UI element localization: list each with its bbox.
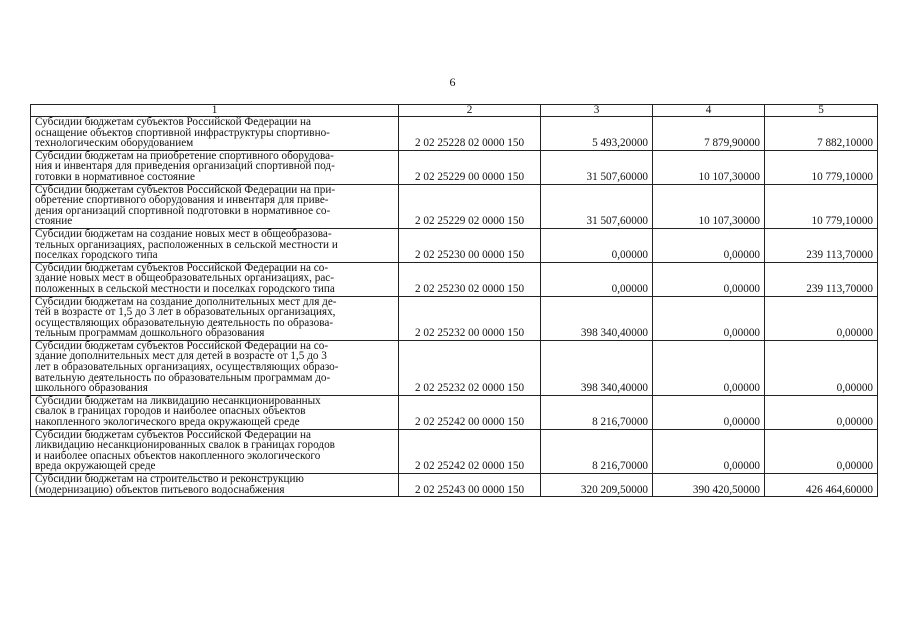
description-line: тельных организациях, расположенных в сельской местности и <box>35 238 338 251</box>
value-col-3: 31 507,60000 <box>541 150 653 184</box>
description-line: Субсидии бюджетам на строительство и реконструкцию <box>35 473 304 485</box>
value-col-5: 0,00000 <box>765 395 878 429</box>
header-cell-3: 3 <box>541 105 653 117</box>
table-row <box>31 117 878 151</box>
description-line: тельным программам дошкольного образования <box>35 327 265 340</box>
description-line: свалок в границах городов и наиболее опасных объектов <box>35 405 306 418</box>
value-col-5: 239 113,70000 <box>765 262 878 296</box>
value-col-5: 239 113,70000 <box>765 228 878 262</box>
budget-table <box>30 104 878 497</box>
description-line: Субсидии бюджетам на приобретение спортивного оборудова- <box>35 149 334 162</box>
budget-code: 2 02 25232 02 0000 150 <box>399 340 541 395</box>
value-col-3: 320 209,50000 <box>541 474 653 497</box>
description-line: здание дополнительных мест для детей в возрасте от 1,5 до 3 <box>35 350 327 363</box>
value-col-3: 31 507,60000 <box>541 184 653 228</box>
description-line: Субсидии бюджетам субъектов Российской Федерации на со- <box>35 261 329 274</box>
value-col-4: 0,00000 <box>653 228 765 262</box>
table-row <box>31 429 878 473</box>
header-cell-2: 2 <box>399 105 541 117</box>
description-line: Субсидии бюджетам на ликвидацию несанкционированных <box>35 394 321 407</box>
budget-code: 2 02 25230 00 0000 150 <box>399 228 541 262</box>
table-row <box>31 184 878 228</box>
description-line: школьного образования <box>35 382 148 395</box>
row-description <box>31 184 399 228</box>
description-line: и наиболее опасных объектов накопленного экологического <box>35 449 321 462</box>
header-cell-5: 5 <box>765 105 878 117</box>
table-row <box>31 150 878 184</box>
description-line: готовки в нормативное состояние <box>35 170 196 183</box>
value-col-3: 398 340,40000 <box>541 340 653 395</box>
row-description <box>31 340 399 395</box>
value-col-5: 7 882,10000 <box>765 117 878 151</box>
row-description <box>31 474 399 497</box>
value-col-4: 0,00000 <box>653 340 765 395</box>
budget-code: 2 02 25229 02 0000 150 <box>399 184 541 228</box>
header-row <box>31 105 878 117</box>
table-row <box>31 340 878 395</box>
value-col-3: 0,00000 <box>541 228 653 262</box>
description-line: осуществляющих образовательную деятельность по образова- <box>35 316 334 329</box>
description-line: стояние <box>35 215 73 228</box>
description-line: (модернизацию) объектов питьевого водоснабжения <box>35 483 285 496</box>
row-description <box>31 262 399 296</box>
description-line: Субсидии бюджетам на создание дополнительных мест для де- <box>35 295 337 308</box>
table-row <box>31 395 878 429</box>
budget-code: 2 02 25242 00 0000 150 <box>399 395 541 429</box>
description-line: Субсидии бюджетам субъектов Российской Федерации на <box>35 428 311 441</box>
table-row <box>31 228 878 262</box>
value-col-4: 7 879,90000 <box>653 117 765 151</box>
budget-code: 2 02 25229 00 0000 150 <box>399 150 541 184</box>
description-line: положенных в сельской местности и поселках городского типа <box>35 282 335 295</box>
row-description <box>31 395 399 429</box>
value-col-4: 0,00000 <box>653 429 765 473</box>
value-col-4: 10 107,30000 <box>653 184 765 228</box>
row-description <box>31 429 399 473</box>
description-line: технологическим оборудованием <box>35 137 194 150</box>
description-line: накопленного экологического вреда окружающей среде <box>35 416 300 429</box>
description-line: Субсидии бюджетам субъектов Российской Федерации на <box>35 116 311 128</box>
row-description <box>31 228 399 262</box>
row-description <box>31 296 399 340</box>
description-line: вреда окружающей среде <box>35 460 156 473</box>
table-row <box>31 262 878 296</box>
description-line: лет в образовательных организациях, осуществляющих образо- <box>35 361 339 374</box>
value-col-4: 0,00000 <box>653 296 765 340</box>
value-col-5: 0,00000 <box>765 296 878 340</box>
description-line: обретение спортивного оборудования и инвентаря для приве- <box>35 194 329 207</box>
header-cell-4: 4 <box>653 105 765 117</box>
description-line: Субсидии бюджетам субъектов Российской Федерации на со- <box>35 339 329 352</box>
description-line: поселках городского типа <box>35 249 158 262</box>
value-col-3: 8 216,70000 <box>541 429 653 473</box>
budget-code: 2 02 25243 00 0000 150 <box>399 474 541 497</box>
budget-code: 2 02 25228 02 0000 150 <box>399 117 541 151</box>
budget-code: 2 02 25242 02 0000 150 <box>399 429 541 473</box>
description-line: вательную деятельность по образовательным программам до- <box>35 371 331 384</box>
page-number: 6 <box>449 75 456 89</box>
value-col-5: 10 779,10000 <box>765 184 878 228</box>
description-line: ния и инвентаря для приведения организаций спортивной под- <box>35 160 335 173</box>
value-col-4: 390 420,50000 <box>653 474 765 497</box>
value-col-5: 426 464,60000 <box>765 474 878 497</box>
value-col-4: 10 107,30000 <box>653 150 765 184</box>
description-line: Субсидии бюджетам на создание новых мест в общеобразова- <box>35 227 332 240</box>
header-cell-1: 1 <box>31 105 399 117</box>
value-col-4: 0,00000 <box>653 395 765 429</box>
value-col-5: 0,00000 <box>765 340 878 395</box>
description-line: здание новых мест в общеобразовательных организациях, рас- <box>35 272 334 285</box>
value-col-5: 0,00000 <box>765 429 878 473</box>
value-col-3: 0,00000 <box>541 262 653 296</box>
budget-code: 2 02 25230 02 0000 150 <box>399 262 541 296</box>
budget-code: 2 02 25232 00 0000 150 <box>399 296 541 340</box>
table-row <box>31 474 878 497</box>
value-col-3: 5 493,20000 <box>541 117 653 151</box>
value-col-4: 0,00000 <box>653 262 765 296</box>
description-line: дения организаций спортивной подготовки в нормативное со- <box>35 204 331 217</box>
description-line: ликвидацию несанкционированных свалок в границах городов <box>35 439 335 452</box>
value-col-3: 8 216,70000 <box>541 395 653 429</box>
value-col-3: 398 340,40000 <box>541 296 653 340</box>
description-line: оснащение объектов спортивной инфраструктуры спортивно- <box>35 126 330 139</box>
row-description <box>31 150 399 184</box>
description-line: Субсидии бюджетам субъектов Российской Федерации на при- <box>35 183 336 196</box>
description-line: тей в возрасте от 1,5 до 3 лет в образовательных организациях, <box>35 306 336 319</box>
row-description <box>31 117 399 151</box>
table-row <box>31 296 878 340</box>
value-col-5: 10 779,10000 <box>765 150 878 184</box>
